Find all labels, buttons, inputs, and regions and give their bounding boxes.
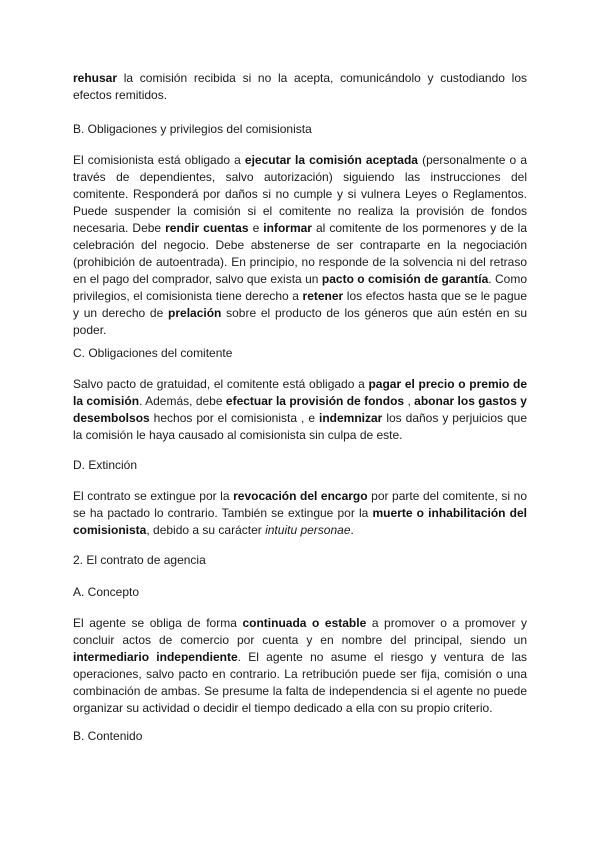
paragraph-concepto [73,615,527,717]
bold-text-run: retener [302,289,344,303]
bold-text-run: prelación [168,306,222,320]
bold-text-run: efectuar la provisión de fondos [225,394,405,408]
bold-text-run: intermediario independiente [73,650,238,664]
paragraph-rehusar [73,70,527,104]
text-run: hechos por el comisionista , e [149,411,319,425]
text-run: por parte del comitente, si no se ha pactado lo contrario. También se extingue por la [73,489,527,520]
italic-text-run: intuitu personae [265,523,351,537]
bold-text-run: revocación del encargo [233,489,368,503]
paragraph-extincion [73,488,527,539]
text-run: El contrato se extingue por la [73,489,234,503]
bold-text-run: pacto o comisión de garantía [321,272,489,286]
heading-obligaciones-comisionista: B. Obligaciones y privilegios del comisionista [73,122,312,136]
text-run: . Como privilegios, el comisionista tiene derecho a [73,272,528,303]
bold-text-run: muerte o inhabilitación del comisionista [73,506,527,537]
text-run: El agente se obliga de forma [73,616,243,630]
text-run: , debido a su carácter [146,523,266,537]
heading-obligaciones-comitente: C. Obligaciones del comitente [73,346,233,360]
text-run: (personalmente o a través de dependientes, salvo autorización) siguiendo las instrucciones del comitente. Responderá por daños si no cumple y si vulnera Leyes o Reglamentos. Puede suspender la comisión si el comitente no realiza la provisión de fondos necesaria. Debe [73,153,527,235]
bold-text-run: rendir cuentas [165,221,249,235]
heading-extincion: D. Extinción [73,458,138,472]
text-run: , [404,394,415,408]
text-run: los daños y perjuicios que la comisión le haya causado al comisionista sin culpa de este. [73,411,527,442]
paragraph-obligaciones-comisionista [73,152,527,339]
text-run: . Además, debe [139,394,226,408]
heading-contrato-agencia: 2. El contrato de agencia [73,553,206,567]
heading-contenido: B. Contenido [73,729,143,743]
heading-concepto: A. Concepto [73,585,140,599]
bold-text-run: ejecutar la comisión aceptada [244,153,418,167]
text-run: El comisionista está obligado a [73,153,245,167]
text-run: Salvo pacto de gratuidad, el comitente está obligado a [73,377,369,391]
text-run: e [248,221,264,235]
bold-text-run: indemnizar [318,411,383,425]
paragraph-obligaciones-comitente [73,376,527,444]
bold-text-run: pagar el precio o premio de la comisión [73,377,527,408]
bold-text-run: rehusar [73,71,118,85]
text-run: la comisión recibida si no la acepta, comunicándolo y custodiando los efectos remitidos. [73,71,527,102]
bold-text-run: informar [263,221,312,235]
bold-text-run: abonar los gastos y desembolsos [73,394,527,425]
text-run: al comitente de los pormenores y de la celebración del negocio. Debe abstenerse de ser contraparte en la negociación (prohibición de autoentrada). En principio, no responde de la solvencia ni del retraso en el pago del comprador, salvo que exista un [73,221,527,286]
text-run: a promover o a promover y concluir actos de comercio por cuenta y en nombre del principal, siendo un [73,616,527,647]
text-run: . [350,523,354,537]
text-run: . El agente no asume el riesgo y ventura de las operaciones, salvo pacto en contrario. La retribución puede ser fija, comisión o una combinación de ambas. Se presume la falta de independencia si el agente no puede organizar su actividad o decidir el tiempo dedicado a ella con su propio criterio. [73,650,527,715]
text-run: sobre el producto de los géneros que aún estén en su poder. [73,306,528,337]
bold-text-run: continuada o estable [242,616,367,630]
text-run: los efectos hasta que se le pague y un derecho de [73,289,527,320]
